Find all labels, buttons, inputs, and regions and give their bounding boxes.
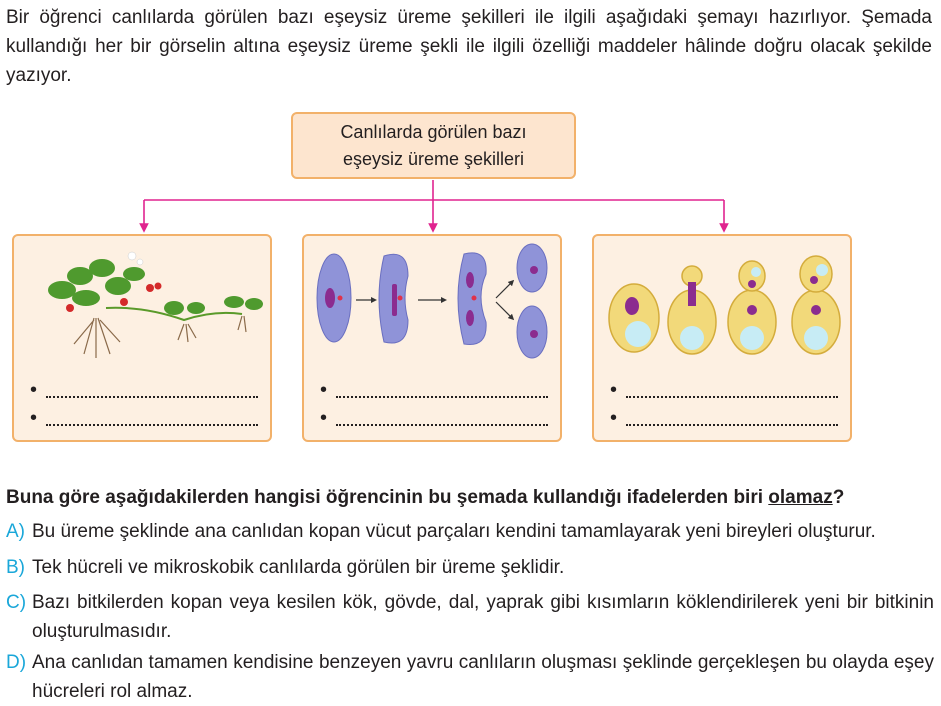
diagram-title-box xyxy=(291,112,576,179)
question-stem: Buna göre aşağıdakilerden hangisi öğrencinin bu şemada kullandığı ifadelerden biri olamaz? xyxy=(6,487,845,508)
bullet-dot: • xyxy=(320,407,328,429)
option-letter: B) xyxy=(6,557,25,578)
option-text: Bu üreme şeklinde ana canlıdan kopan vücut parçaları kendini tamamlayarak yeni bireyleri oluşturur. xyxy=(32,521,876,542)
panel-binary-fission xyxy=(302,234,562,442)
yeast-budding-illustration xyxy=(594,236,854,376)
bullet-dot: • xyxy=(30,379,38,401)
bullet-dot: • xyxy=(30,407,38,429)
option-letter: A) xyxy=(6,521,25,542)
answer-line-2[interactable] xyxy=(320,407,548,430)
question-negation: olamaz xyxy=(768,487,833,508)
answer-line-1[interactable] xyxy=(610,379,838,402)
diagram-title-line2: eşeysiz üreme şekilleri xyxy=(342,148,525,169)
strawberry-runners-illustration xyxy=(14,236,274,376)
option-d[interactable] xyxy=(6,648,934,706)
bullet-dot: • xyxy=(610,407,618,429)
answer-line-2[interactable] xyxy=(610,407,838,430)
intro-paragraph: Bir öğrenci canlılarda görülen bazı eşeysiz üreme şekilleri ile ilgili aşağıdaki şemayı hazırlıyor. Şemada kullandığı her bir görselin altına eşeysiz üreme şekli ile ilgili özelliği maddeler hâlinde doğru olacak şekilde yazıyor. xyxy=(6,7,932,86)
option-letter: C) xyxy=(6,592,27,613)
panel-vegetative xyxy=(12,234,272,442)
cell-binary-fission-illustration xyxy=(304,236,564,376)
option-a[interactable] xyxy=(6,517,934,546)
option-text: Bazı bitkilerden kopan veya kesilen kök, gövde, dal, yaprak gibi kısımların köklendirilerek yeni bir bitkinin oluşturulmasıdır. xyxy=(32,592,934,642)
bullet-dot: • xyxy=(610,379,618,401)
option-text: Ana canlıdan tamamen kendisine benzeyen yavru canlıların oluşması şeklinde gerçekleşen bu olayda eşey hücreleri rol almaz. xyxy=(32,652,934,702)
answer-line-1[interactable] xyxy=(320,379,548,402)
option-b[interactable] xyxy=(6,553,934,582)
option-letter: D) xyxy=(6,652,27,673)
answer-line-2[interactable] xyxy=(30,407,258,430)
panel-budding xyxy=(592,234,852,442)
option-text: Tek hücreli ve mikroskobik canlılarda görülen bir üreme şeklidir. xyxy=(32,557,565,578)
diagram-title-line1: Canlılarda görülen bazı xyxy=(340,121,527,142)
option-c[interactable] xyxy=(6,588,934,646)
answer-line-1[interactable] xyxy=(30,379,258,402)
bullet-dot: • xyxy=(320,379,328,401)
